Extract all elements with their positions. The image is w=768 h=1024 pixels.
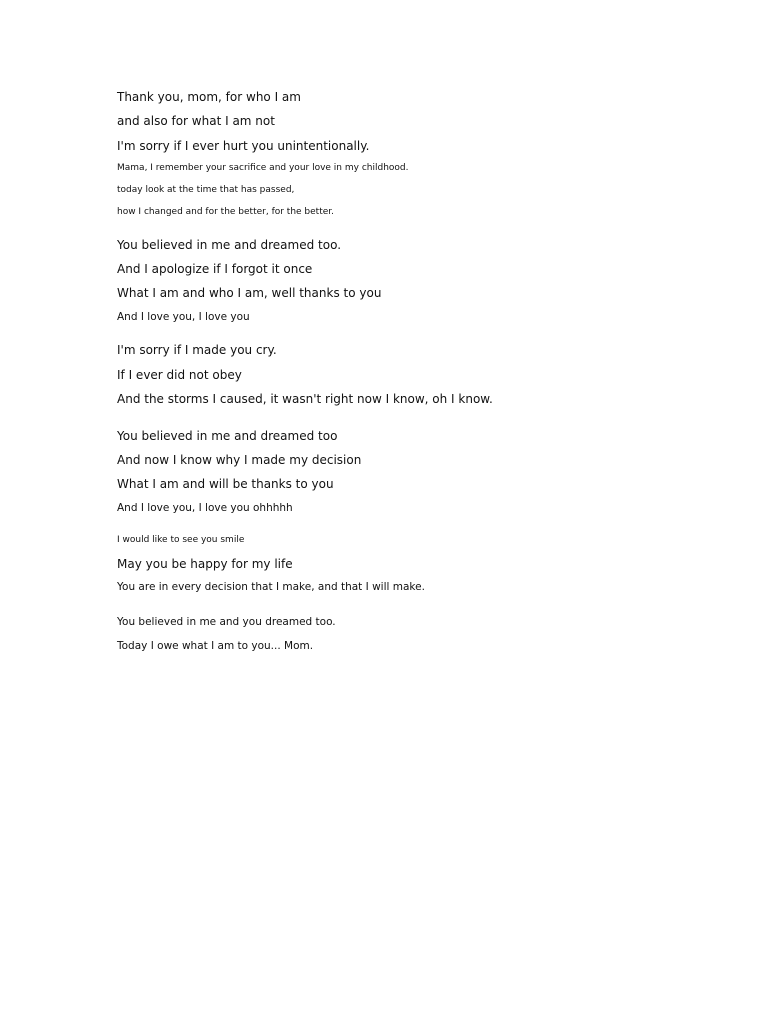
poem-line: If I ever did not obey xyxy=(117,367,242,382)
poem-line: Thank you, mom, for who I am xyxy=(117,90,301,104)
stanza-1 xyxy=(117,90,717,218)
poem-line: Mama, I remember your sacrifice and your love in my childhood. xyxy=(117,163,409,174)
poem-line: What I am and will be thanks to you xyxy=(117,477,334,492)
poem-page xyxy=(117,90,717,663)
poem-line: May you be happy for my life xyxy=(117,557,293,572)
poem-line: I'm sorry if I made you cry. xyxy=(117,343,277,358)
poem-line: And now I know why I made my decision xyxy=(117,452,362,467)
poem-line: And I love you, I love you xyxy=(117,310,250,323)
poem-line: today look at the time that has passed, xyxy=(117,184,295,195)
poem-line: You believed in me and dreamed too. xyxy=(117,237,342,252)
poem-line: And I apologize if I forgot it once xyxy=(117,261,313,276)
poem-line: and also for what I am not xyxy=(117,114,275,129)
stanza-5 xyxy=(117,535,717,594)
stanza-4 xyxy=(117,429,717,515)
stanza-6 xyxy=(117,616,717,652)
poem-line: You believed in me and you dreamed too. xyxy=(117,616,336,629)
poem-line: You believed in me and dreamed too xyxy=(117,428,338,443)
stanza-2 xyxy=(117,238,717,324)
poem-line: You are in every decision that I make, and that I will make. xyxy=(117,581,425,594)
poem-line: I'm sorry if I ever hurt you unintentionally. xyxy=(117,138,370,153)
stanza-3 xyxy=(117,343,717,406)
poem-line: I would like to see you smile xyxy=(117,535,245,546)
poem-line: And I love you, I love you ohhhhh xyxy=(117,501,293,514)
poem-line: how I changed and for the better, for the better. xyxy=(117,206,335,217)
poem-line: Today I owe what I am to you... Mom. xyxy=(117,639,314,652)
poem-line: What I am and who I am, well thanks to you xyxy=(117,286,382,301)
poem-line: And the storms I caused, it wasn't right now I know, oh I know. xyxy=(117,392,493,407)
